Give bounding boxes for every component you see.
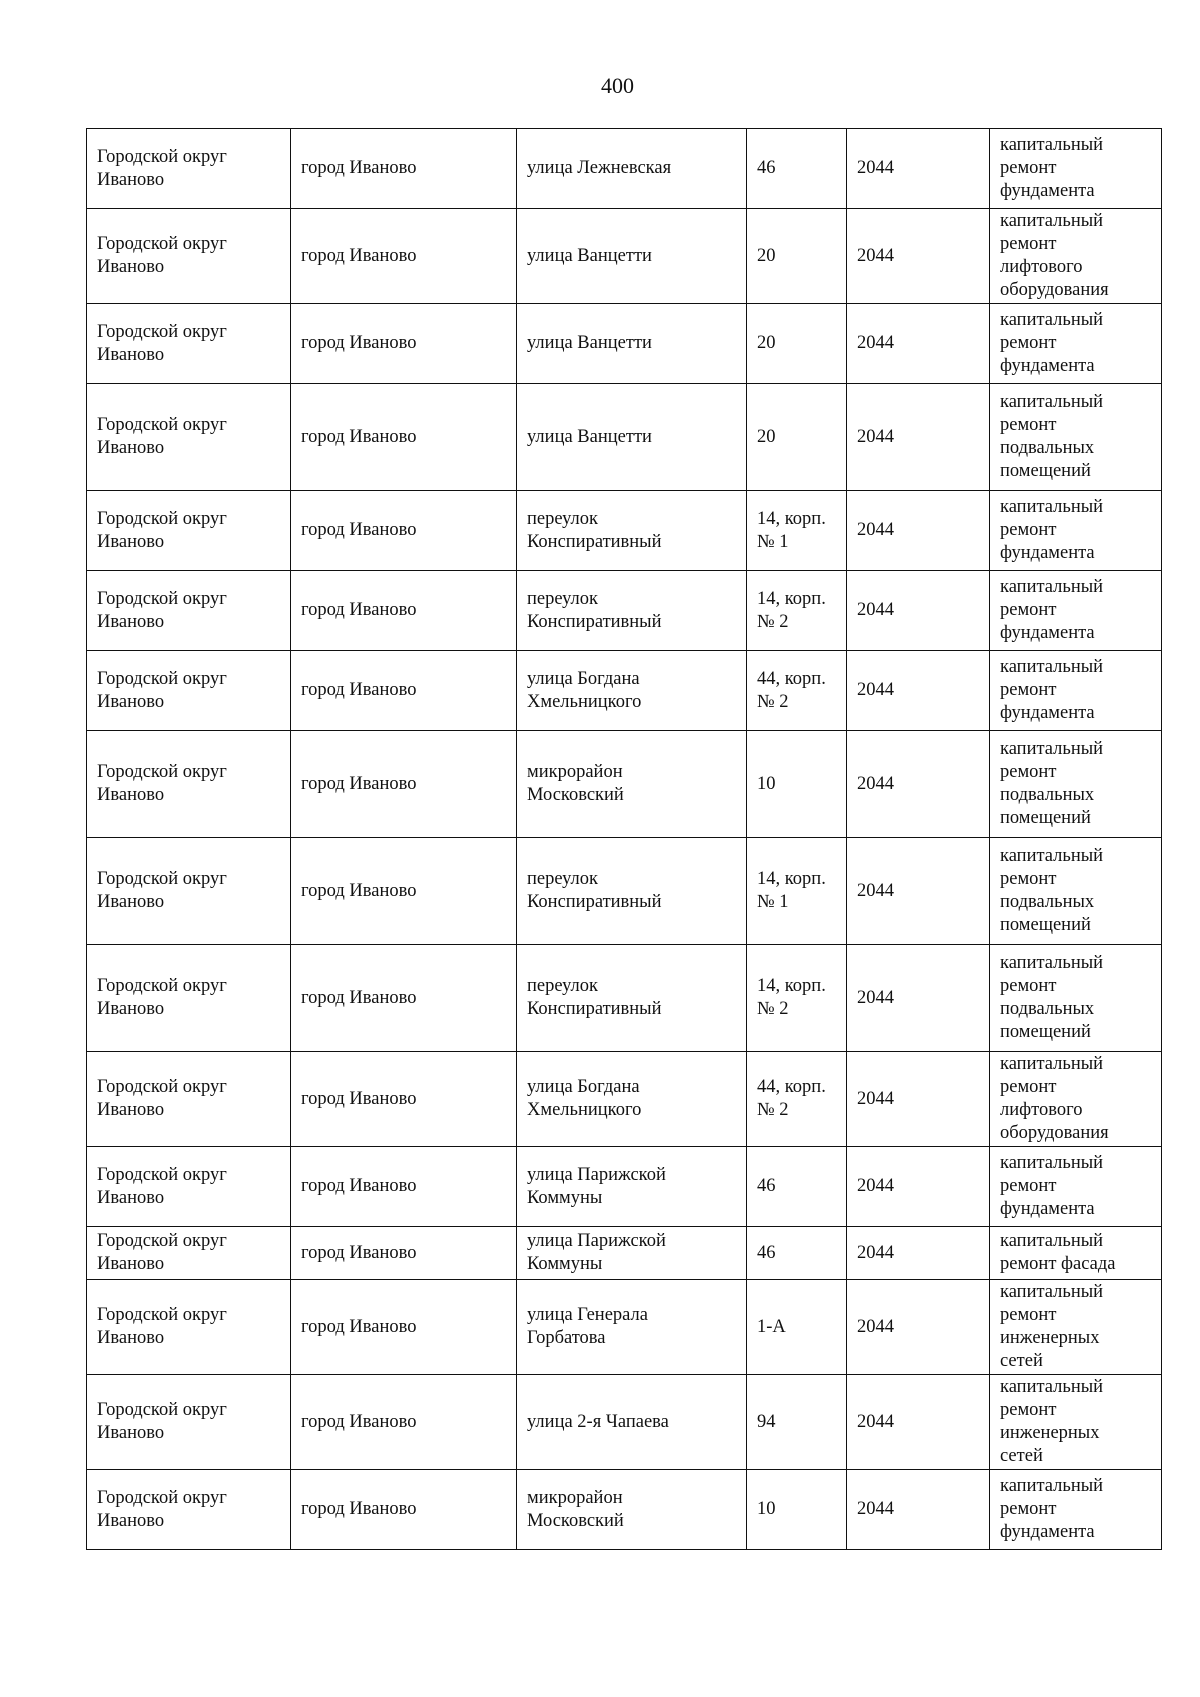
cell-house-number — [747, 129, 847, 209]
cell-work-type-line: ремонт — [1000, 762, 1057, 782]
cell-work-type-line: подвальных — [1000, 438, 1095, 458]
cell-city-line: город Иваново — [301, 245, 417, 266]
cell-work-type-line: капитальный — [1000, 1054, 1104, 1074]
cell-work-type-line: фундамента — [1000, 181, 1095, 201]
cell-district-line: Иваново — [97, 531, 165, 552]
cell-district-line: Иваново — [97, 257, 165, 277]
cell-work-type-line: капитальный — [1000, 1282, 1104, 1302]
cell-house-number — [747, 731, 847, 838]
cell-work-type-line: капитальный — [1000, 739, 1104, 759]
cell-street-line: микрорайон — [527, 1487, 623, 1508]
cell-street — [517, 384, 747, 491]
table-row — [87, 571, 1162, 651]
cell-year — [847, 384, 990, 491]
cell-work-type-line: подвальных — [1000, 999, 1095, 1019]
cell-house-number — [747, 571, 847, 651]
cell-street-line: улица Генерала — [527, 1305, 648, 1325]
cell-year-text: 2044 — [857, 1088, 894, 1109]
cell-house-number-line: № 1 — [757, 892, 789, 912]
cell-work-type — [990, 304, 1162, 384]
cell-work-type-line: капитальный — [1000, 392, 1104, 412]
cell-work-type — [990, 838, 1162, 945]
cell-year — [847, 945, 990, 1052]
cell-street — [517, 571, 747, 651]
cell-house-number — [747, 1470, 847, 1550]
cell-work-type-line: лифтового — [1000, 1100, 1083, 1120]
cell-district — [87, 1470, 291, 1550]
cell-work-type — [990, 1470, 1162, 1550]
cell-district-line: Городской округ — [97, 146, 227, 167]
cell-year-text: 2044 — [857, 1242, 894, 1263]
cell-street-line: улица Ванцетти — [527, 333, 652, 353]
cell-district-line: Городской округ — [97, 234, 227, 254]
cell-street-line: Хмельницкого — [527, 1100, 642, 1120]
cell-district-line: Иваново — [97, 344, 165, 365]
cell-year-text: 2044 — [857, 1499, 894, 1519]
cell-street-line: переулок — [527, 508, 599, 529]
cell-city — [291, 129, 517, 209]
cell-street — [517, 1052, 747, 1147]
cell-city-line: город Иваново — [301, 520, 417, 540]
cell-street — [517, 838, 747, 945]
cell-work-type — [990, 945, 1162, 1052]
cell-district — [87, 1052, 291, 1147]
cell-street-line: Конспиративный — [527, 892, 662, 912]
cell-street-line: Коммуны — [527, 1187, 603, 1208]
cell-street-line: Горбатова — [527, 1328, 606, 1348]
cell-street-line: улица Ванцетти — [527, 426, 652, 447]
cell-street-line: Коммуны — [527, 1254, 603, 1274]
cell-year — [847, 1147, 990, 1227]
table-row — [87, 304, 1162, 384]
cell-district-line: Иваново — [97, 438, 165, 458]
cell-house-number-line: № 2 — [757, 691, 789, 712]
cell-district — [87, 304, 291, 384]
cell-work-type-line: сетей — [1000, 1446, 1043, 1466]
cell-year-text: 2044 — [857, 426, 894, 447]
cell-street-line: переулок — [527, 869, 599, 889]
cell-work-type-line: фундамента — [1000, 356, 1095, 376]
cell-work-type-line: капитальный — [1000, 211, 1104, 231]
cell-district — [87, 1375, 291, 1470]
cell-district-line: Иваново — [97, 785, 165, 805]
table-row — [87, 384, 1162, 491]
cell-work-type-line: ремонт — [1000, 158, 1057, 178]
cell-year-text: 2044 — [857, 158, 894, 178]
cell-district — [87, 1147, 291, 1227]
cell-house-number — [747, 304, 847, 384]
cell-city-line: город Иваново — [301, 1176, 417, 1196]
cell-district — [87, 731, 291, 838]
cell-year-text: 2044 — [857, 600, 894, 620]
cell-house-number-line: 10 — [757, 773, 776, 794]
cell-district-line: Городской округ — [97, 668, 227, 689]
cell-year — [847, 571, 990, 651]
cell-house-number — [747, 209, 847, 304]
table-row — [87, 838, 1162, 945]
cell-year-text: 2044 — [857, 880, 894, 901]
cell-work-type-line: помещений — [1000, 808, 1091, 828]
cell-district-line: Городской округ — [97, 1231, 227, 1251]
cell-city-line: город Иваново — [301, 880, 417, 901]
cell-house-number — [747, 1227, 847, 1280]
cell-street — [517, 1147, 747, 1227]
cell-work-type — [990, 1227, 1162, 1280]
cell-house-number-line: 10 — [757, 1499, 776, 1519]
cell-city — [291, 304, 517, 384]
cell-street-line: переулок — [527, 976, 599, 996]
cell-house-number-line: № 1 — [757, 531, 789, 552]
cell-house-number-line: 94 — [757, 1411, 776, 1432]
cell-work-type-line: капитальный — [1000, 657, 1104, 677]
cell-work-type-line: капитальный — [1000, 497, 1104, 517]
table-row — [87, 1052, 1162, 1147]
cell-city-line: город Иваново — [301, 426, 417, 447]
cell-work-type-line: ремонт — [1000, 1400, 1057, 1420]
cell-year — [847, 651, 990, 731]
cell-district — [87, 571, 291, 651]
cell-street-line: Хмельницкого — [527, 691, 642, 712]
cell-work-type-line: ремонт — [1000, 234, 1057, 254]
cell-city — [291, 1280, 517, 1375]
cell-city — [291, 651, 517, 731]
cell-work-type-line: оборудования — [1000, 280, 1109, 300]
cell-street — [517, 945, 747, 1052]
cell-district — [87, 384, 291, 491]
cell-city-line: город Иваново — [301, 773, 417, 794]
cell-year-text: 2044 — [857, 333, 894, 353]
cell-district-line: Иваново — [97, 1254, 165, 1274]
cell-work-type-line: капитальный — [1000, 953, 1104, 973]
cell-year-text: 2044 — [857, 1176, 894, 1196]
cell-work-type-line: фундамента — [1000, 703, 1095, 723]
cell-house-number-line: 14, корп. — [757, 976, 826, 996]
cell-district-line: Городской округ — [97, 1400, 227, 1420]
cell-house-number-line: № 2 — [757, 611, 789, 632]
cell-house-number-line: № 2 — [757, 1100, 789, 1120]
cell-work-type-line: ремонт — [1000, 976, 1057, 996]
cell-city-line: город Иваново — [301, 1242, 417, 1263]
cell-city — [291, 209, 517, 304]
cell-house-number-line: 46 — [757, 1242, 776, 1263]
cell-district — [87, 651, 291, 731]
cell-work-type-line: инженерных — [1000, 1328, 1100, 1348]
cell-work-type — [990, 384, 1162, 491]
cell-work-type — [990, 651, 1162, 731]
cell-work-type-line: ремонт — [1000, 1077, 1057, 1097]
cell-district-line: Иваново — [97, 169, 165, 190]
table-row — [87, 1227, 1162, 1280]
page-number: 400 — [601, 73, 634, 98]
cell-street-line: Конспиративный — [527, 611, 662, 632]
cell-year-text: 2044 — [857, 773, 894, 794]
cell-street — [517, 1375, 747, 1470]
cell-house-number-line: 14, корп. — [757, 588, 826, 609]
cell-house-number-line: 44, корп. — [757, 1077, 826, 1097]
cell-work-type — [990, 1052, 1162, 1147]
cell-district-line: Городской округ — [97, 508, 227, 529]
cell-work-type-line: капитальный — [1000, 1476, 1104, 1496]
cell-work-type-line: капитальный — [1000, 1153, 1104, 1173]
cell-work-type-line: помещений — [1000, 915, 1091, 935]
cell-house-number — [747, 1052, 847, 1147]
cell-house-number-line: 46 — [757, 1176, 776, 1196]
cell-city — [291, 1375, 517, 1470]
cell-work-type — [990, 1375, 1162, 1470]
cell-year — [847, 1227, 990, 1280]
repair-schedule-table — [86, 128, 1162, 1550]
cell-work-type — [990, 129, 1162, 209]
cell-street-line: Конспиративный — [527, 999, 662, 1019]
cell-house-number — [747, 1147, 847, 1227]
cell-city — [291, 1227, 517, 1280]
cell-street — [517, 209, 747, 304]
cell-work-type-line: помещений — [1000, 461, 1091, 481]
cell-work-type — [990, 209, 1162, 304]
cell-district-line: Иваново — [97, 1423, 165, 1443]
cell-district-line: Городской округ — [97, 762, 227, 782]
cell-district-line: Городской округ — [97, 976, 227, 996]
cell-city-line: город Иваново — [301, 333, 417, 353]
cell-street-line: Московский — [527, 785, 624, 805]
table-body — [87, 129, 1162, 1550]
cell-district — [87, 838, 291, 945]
cell-house-number-line: 14, корп. — [757, 869, 826, 889]
cell-city — [291, 838, 517, 945]
cell-district-line: Городской округ — [97, 321, 227, 342]
cell-house-number — [747, 1280, 847, 1375]
cell-street — [517, 1280, 747, 1375]
table-row — [87, 1375, 1162, 1470]
cell-work-type-line: ремонт — [1000, 520, 1057, 540]
cell-street-line: улица Парижской — [527, 1231, 666, 1251]
cell-district-line: Иваново — [97, 611, 165, 632]
cell-work-type — [990, 571, 1162, 651]
table-row — [87, 1470, 1162, 1550]
cell-work-type-line: капитальный — [1000, 1377, 1104, 1397]
cell-city-line: город Иваново — [301, 1499, 417, 1519]
cell-district-line: Иваново — [97, 999, 165, 1019]
cell-work-type-line: фундамента — [1000, 543, 1095, 563]
cell-street-line: улица Ванцетти — [527, 245, 652, 266]
cell-city — [291, 1052, 517, 1147]
table-row — [87, 209, 1162, 304]
cell-work-type-line: ремонт — [1000, 1176, 1057, 1196]
cell-year — [847, 1470, 990, 1550]
cell-work-type-line: фундамента — [1000, 1199, 1095, 1219]
cell-district-line: Городской округ — [97, 1487, 227, 1508]
cell-city-line: город Иваново — [301, 600, 417, 620]
cell-district-line: Городской округ — [97, 1077, 227, 1097]
cell-city — [291, 384, 517, 491]
cell-street-line: улица 2-я Чапаева — [527, 1411, 669, 1432]
table-row — [87, 129, 1162, 209]
cell-work-type-line: ремонт — [1000, 1499, 1057, 1519]
cell-city — [291, 945, 517, 1052]
cell-work-type — [990, 1280, 1162, 1375]
cell-year-text: 2044 — [857, 680, 894, 700]
cell-year — [847, 731, 990, 838]
cell-city-line: город Иваново — [301, 1088, 417, 1109]
cell-street — [517, 731, 747, 838]
cell-work-type-line: капитальный — [1000, 310, 1104, 330]
cell-work-type-line: ремонт — [1000, 1305, 1057, 1325]
table-row — [87, 651, 1162, 731]
cell-district — [87, 1227, 291, 1280]
cell-house-number-line: 20 — [757, 245, 776, 266]
cell-district — [87, 945, 291, 1052]
cell-district — [87, 1280, 291, 1375]
cell-year — [847, 1280, 990, 1375]
cell-district-line: Городской округ — [97, 1305, 227, 1325]
cell-year — [847, 491, 990, 571]
cell-work-type-line: сетей — [1000, 1351, 1043, 1371]
cell-house-number — [747, 491, 847, 571]
cell-street-line: улица Парижской — [527, 1164, 666, 1185]
cell-city — [291, 1470, 517, 1550]
cell-house-number — [747, 1375, 847, 1470]
cell-house-number — [747, 384, 847, 491]
cell-year-text: 2044 — [857, 987, 894, 1008]
cell-district-line: Городской округ — [97, 869, 227, 889]
cell-work-type-line: капитальный — [1000, 577, 1104, 597]
cell-street — [517, 1227, 747, 1280]
cell-work-type — [990, 1147, 1162, 1227]
cell-house-number-line: 20 — [757, 426, 776, 447]
cell-city-line: город Иваново — [301, 1411, 417, 1432]
cell-district-line: Городской округ — [97, 415, 227, 435]
cell-house-number-line: 1-А — [757, 1316, 786, 1337]
cell-work-type-line: ремонт — [1000, 869, 1057, 889]
cell-house-number — [747, 651, 847, 731]
cell-street — [517, 129, 747, 209]
cell-house-number-line: 44, корп. — [757, 668, 826, 689]
cell-district — [87, 491, 291, 571]
cell-house-number-line: 20 — [757, 333, 776, 353]
cell-street — [517, 651, 747, 731]
cell-work-type-line: лифтового — [1000, 257, 1083, 277]
cell-street — [517, 491, 747, 571]
cell-city-line: город Иваново — [301, 1316, 417, 1337]
cell-work-type — [990, 731, 1162, 838]
cell-house-number-line: 14, корп. — [757, 508, 826, 529]
cell-house-number — [747, 945, 847, 1052]
cell-work-type-line: ремонт — [1000, 680, 1057, 700]
cell-work-type-line: ремонт — [1000, 415, 1057, 435]
cell-district-line: Иваново — [97, 1187, 165, 1208]
cell-work-type-line: капитальный — [1000, 1231, 1104, 1251]
cell-work-type-line: ремонт фасада — [1000, 1254, 1116, 1274]
cell-district — [87, 209, 291, 304]
cell-work-type-line: капитальный — [1000, 135, 1104, 155]
cell-house-number-line: № 2 — [757, 999, 789, 1019]
cell-street-line: улица Богдана — [527, 668, 640, 689]
cell-district-line: Иваново — [97, 1510, 165, 1531]
cell-work-type-line: оборудования — [1000, 1123, 1109, 1143]
cell-city — [291, 1147, 517, 1227]
cell-year — [847, 1052, 990, 1147]
cell-work-type-line: фундамента — [1000, 623, 1095, 643]
table-row — [87, 1280, 1162, 1375]
cell-work-type-line: помещений — [1000, 1022, 1091, 1042]
cell-city — [291, 731, 517, 838]
cell-city-line: город Иваново — [301, 158, 417, 178]
cell-street-line: улица Богдана — [527, 1077, 640, 1097]
cell-year-text: 2044 — [857, 1411, 894, 1432]
cell-work-type-line: подвальных — [1000, 785, 1095, 805]
cell-work-type-line: ремонт — [1000, 333, 1057, 353]
cell-street — [517, 1470, 747, 1550]
cell-district-line: Иваново — [97, 1328, 165, 1348]
cell-city — [291, 571, 517, 651]
table-row — [87, 491, 1162, 571]
cell-city-line: город Иваново — [301, 680, 417, 700]
cell-street — [517, 304, 747, 384]
cell-street-line: улица Лежневская — [527, 158, 672, 178]
cell-work-type-line: ремонт — [1000, 600, 1057, 620]
cell-year — [847, 129, 990, 209]
cell-street-line: переулок — [527, 588, 599, 609]
cell-street-line: Конспиративный — [527, 531, 662, 552]
cell-house-number — [747, 838, 847, 945]
table-row — [87, 731, 1162, 838]
cell-city — [291, 491, 517, 571]
cell-year-text: 2044 — [857, 1316, 894, 1337]
cell-district-line: Иваново — [97, 892, 165, 912]
cell-work-type — [990, 491, 1162, 571]
cell-street-line: микрорайон — [527, 762, 623, 782]
cell-year — [847, 1375, 990, 1470]
cell-work-type-line: инженерных — [1000, 1423, 1100, 1443]
table-row — [87, 945, 1162, 1052]
cell-city-line: город Иваново — [301, 987, 417, 1008]
cell-street-line: Московский — [527, 1510, 624, 1531]
cell-district — [87, 129, 291, 209]
cell-year — [847, 304, 990, 384]
cell-work-type-line: капитальный — [1000, 846, 1104, 866]
cell-work-type-line: фундамента — [1000, 1522, 1095, 1542]
cell-district-line: Иваново — [97, 691, 165, 712]
cell-district-line: Иваново — [97, 1100, 165, 1120]
cell-district-line: Городской округ — [97, 588, 227, 609]
cell-year — [847, 209, 990, 304]
cell-year — [847, 838, 990, 945]
cell-district-line: Городской округ — [97, 1164, 227, 1185]
table-row — [87, 1147, 1162, 1227]
cell-year-text: 2044 — [857, 245, 894, 266]
cell-work-type-line: подвальных — [1000, 892, 1095, 912]
cell-year-text: 2044 — [857, 520, 894, 540]
cell-house-number-line: 46 — [757, 158, 776, 178]
